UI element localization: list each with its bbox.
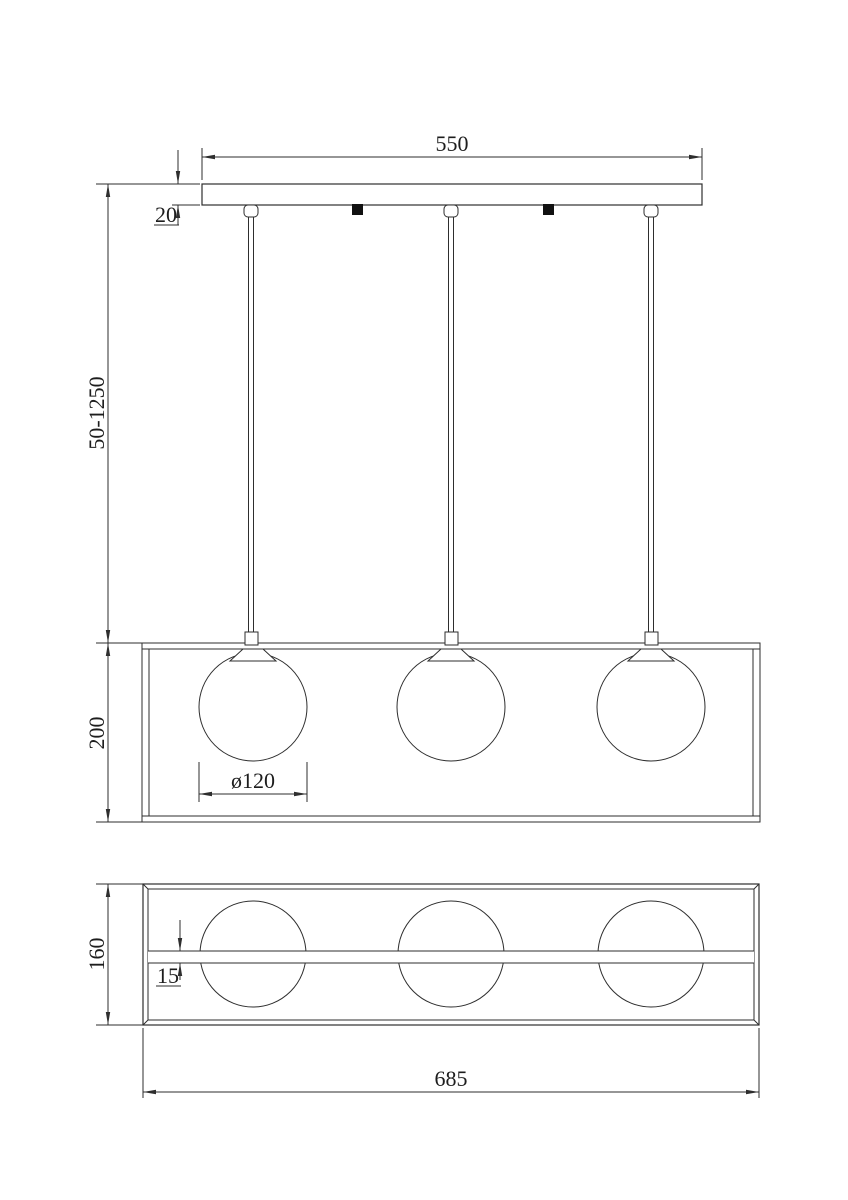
dimension-label-685: 685 [434, 1066, 468, 1091]
socket-cap-left [230, 649, 276, 661]
dim-globe-diameter [199, 762, 307, 802]
dimension-label-200: 200 [84, 716, 109, 750]
front-view [142, 184, 760, 822]
rail-grip-center [445, 632, 458, 645]
globe-right [597, 653, 705, 761]
dimension-label-20: 20 [155, 202, 177, 227]
suspension-cord-right [649, 217, 654, 633]
frame-right-bar [753, 649, 760, 816]
dim-cord-length-range [84, 184, 109, 643]
rail-grip-right [645, 632, 658, 645]
rail-grip-left [245, 632, 258, 645]
cord-grip-center [444, 205, 458, 217]
dim-frame-width [84, 884, 143, 1025]
dimension-label-50-1250: 50-1250 [84, 376, 109, 450]
dim-canopy-thickness [96, 150, 200, 227]
dim-frame-length [143, 1028, 759, 1098]
cord-grip-left [244, 205, 258, 217]
bottom-view [143, 884, 759, 1025]
dim-frame-height [84, 643, 142, 822]
frame-left-bar [142, 649, 149, 816]
dimension-label-160: 160 [84, 937, 109, 971]
socket-cap-right [628, 649, 674, 661]
ceiling-canopy-bar [202, 184, 702, 205]
dimension-label-15: 15 [157, 963, 179, 988]
canopy-screw-left [352, 204, 363, 215]
canopy-screw-right [543, 204, 554, 215]
cord-grip-right [644, 205, 658, 217]
center-rail-mask [148, 951, 754, 963]
suspension-cord-left [249, 217, 254, 633]
dimension-label-o120: ø120 [231, 768, 275, 793]
globe-center [397, 653, 505, 761]
frame-bottom-rail [142, 816, 760, 822]
dim-canopy-width [202, 131, 702, 180]
dimension-label-550: 550 [435, 131, 469, 156]
globe-left [199, 653, 307, 761]
suspension-cord-center [449, 217, 454, 633]
socket-cap-center [428, 649, 474, 661]
